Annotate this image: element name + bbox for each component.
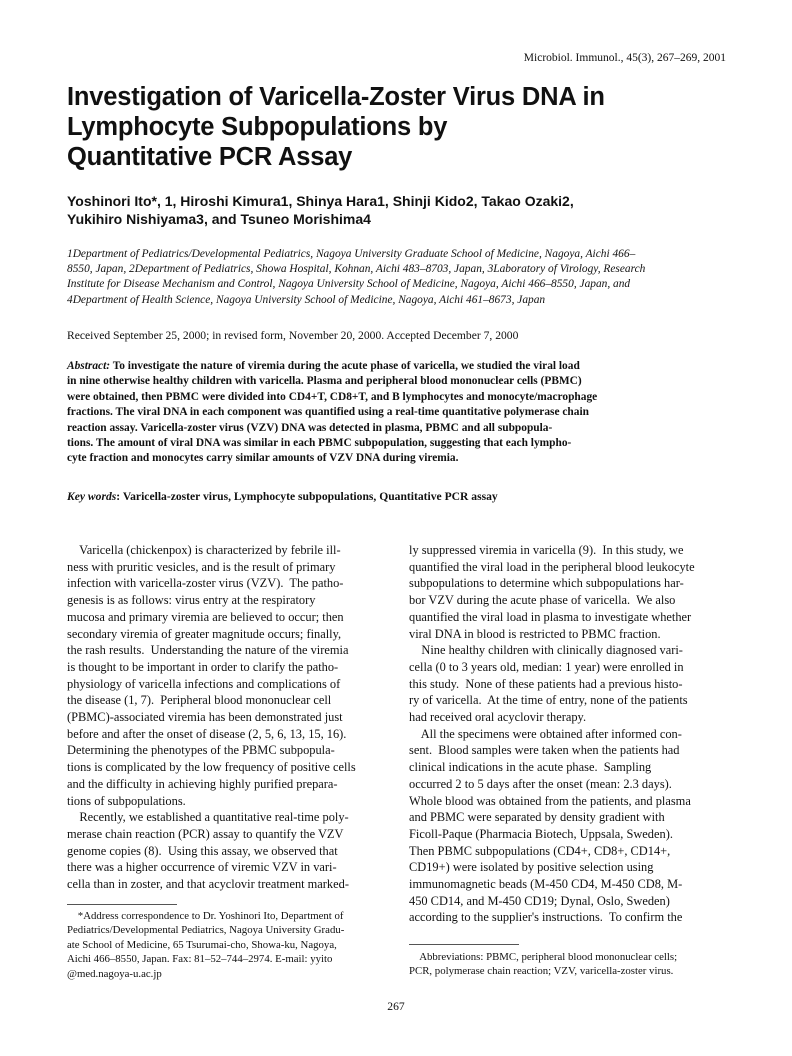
keywords-label: Key words (67, 490, 117, 503)
body-text-line: is thought to be important in order to clarify the patho- (67, 659, 339, 674)
correspondence-footnote (67, 909, 387, 981)
footnote-line: Aichi 466–8550, Japan. Fax: 81–52–744–2974. E-mail: yyito (67, 953, 333, 966)
article-title (67, 82, 717, 172)
author-list (67, 192, 727, 228)
body-text-line: there was a higher occurrence of viremic VZV in vari- (67, 860, 337, 875)
body-text-line: and PBMC were separated by density gradient with (409, 810, 665, 825)
footnote-line: ate School of Medicine, 65 Tsurumai-cho, Showa-ku, Nagoya, (67, 938, 337, 951)
body-text-line: ly suppressed viremia in varicella (9). In this study, we (409, 543, 684, 557)
body-column-left (67, 542, 389, 893)
abbreviations-footnote (409, 950, 731, 979)
body-text-line: subpopulations to determine which subpopulations har- (409, 576, 684, 591)
body-text-line: ness with pruritic vesicles, and is the result of primary (67, 559, 336, 574)
body-text-line: Whole blood was obtained from the patients, and plasma (409, 793, 691, 808)
affiliation-line: 8550, Japan, 2Department of Pediatrics, Showa Hospital, Kohnan, Aichi 483–8703, Japan, 3Laboratory of Virology, Research (67, 263, 646, 276)
body-text-line: Recently, we established a quantitative real-time poly- (67, 810, 349, 825)
body-text-line: secondary viremia of greater magnitude occurs; finally, (67, 626, 342, 641)
affiliations (67, 247, 727, 308)
body-text-line: bor VZV during the acute phase of varicella. We also (409, 593, 676, 608)
body-text-line: genesis is as follows: virus entry at the respiratory (67, 593, 316, 608)
body-text-line: the disease (1, 7). Peripheral blood mononuclear cell (67, 693, 332, 708)
body-text-line: Ficoll-Paque (Pharmacia Biotech, Uppsala, Sweden). (409, 826, 673, 841)
abstract-text: To investigate the nature of viremia during the acute phase of varicella, we studied the viral load (110, 360, 580, 372)
body-text-line: viral DNA in blood is restricted to PBMC fraction. (409, 626, 661, 641)
body-text-line: and the difficulty in achieving highly purified prepara- (67, 776, 338, 791)
body-column-right (409, 542, 731, 926)
body-text-line: immunomagnetic beads (M-450 CD4, M-450 CD8, M- (409, 877, 683, 892)
body-text-line: clinical indications in the acute phase. Sampling (409, 760, 652, 775)
abstract-line (67, 359, 731, 374)
body-text-line: tions of subpopulations. (67, 793, 186, 808)
footnote-line: *Address correspondence to Dr. Yoshinori Ito, Department of (67, 910, 344, 922)
journal-reference: Microbiol. Immunol., 45(3), 267–269, 2001 (523, 52, 726, 64)
body-text-line: Then PBMC subpopulations (CD4+, CD8+, CD14+, (409, 843, 671, 858)
abstract-line: in nine otherwise healthy children with varicella. Plasma and peripheral blood mononuclear cells (PBMC) (67, 375, 582, 388)
body-text-line: the rash results. Understanding the nature of the viremia (67, 643, 349, 658)
affiliation-line: Institute for Disease Mechanism and Control, Nagoya University School of Medicine, Nagoya, Aichi 466–8550, Japan, and (67, 278, 631, 291)
affiliation-line: 4Department of Health Science, Nagoya University School of Medicine, Nagoya, Aichi 461–8673, Japan (67, 293, 546, 306)
body-text-line: genome copies (8). Using this assay, we observed that (67, 843, 338, 858)
body-text-line: according to the supplier's instructions. To confirm the (409, 910, 683, 925)
body-text-line: All the specimens were obtained after informed con- (409, 726, 682, 741)
title-line: Investigation of Varicella-Zoster Virus DNA in (67, 83, 605, 111)
abstract-label: Abstract: (67, 360, 111, 372)
body-text-line: tions is complicated by the low frequency of positive cells (67, 760, 356, 775)
title-line: Quantitative PCR Assay (67, 143, 353, 171)
body-text-line: quantified the viral load in the peripheral blood leukocyte (409, 559, 695, 574)
body-text-line: 450 CD14, and M-450 CD19; Dynal, Oslo, Sweden) (409, 893, 670, 908)
abstract-line: reaction assay. Varicella-zoster virus (VZV) DNA was detected in plasma, PBMC and all subpopula- (67, 421, 553, 434)
body-text-line: physiology of varicella infections and complications of (67, 676, 341, 691)
footnote-line: Pediatrics/Developmental Pediatrics, Nagoya University Gradu- (67, 924, 345, 937)
keywords-text: : Varicella-zoster virus, Lymphocyte subpopulations, Quantitative PCR assay (116, 490, 498, 503)
footnote-line: Abbreviations: PBMC, peripheral blood mononuclear cells; (409, 951, 678, 963)
received-dates: Received September 25, 2000; in revised form, November 20, 2000. Accepted December 7, 2000 (67, 329, 519, 342)
footnote-divider (409, 944, 519, 945)
body-text-line: quantified the viral load in plasma to investigate whether (409, 609, 692, 624)
abstract (67, 359, 731, 467)
body-text-line: (PBMC)-associated viremia has been demonstrated just (67, 710, 343, 725)
abstract-line: tions. The amount of viral DNA was similar in each PBMC subpopulation, suggesting that each lympho- (67, 437, 572, 450)
footnote-line: @med.nagoya-u.ac.jp (67, 967, 162, 980)
body-text-line: mucosa and primary viremia are believed to occur; then (67, 609, 344, 624)
body-text-line: ry of varicella. At the time of entry, none of the patients (409, 693, 688, 708)
body-text-line: this study. None of these patients had a previous histo- (409, 676, 683, 691)
footnote-divider (67, 904, 177, 905)
body-text-line: cella (0 to 3 years old, median: 1 year) were enrolled in (409, 659, 684, 674)
abstract-line: fractions. The viral DNA in each component was quantified using a real-time quantitative polymerase chain (67, 406, 589, 419)
keywords (67, 490, 498, 503)
author-line: Yukihiro Nishiyama3, and Tsuneo Morishima4 (67, 211, 371, 227)
body-text-line: cella than in zoster, and that acyclovir treatment marked- (67, 877, 349, 892)
title-line: Lymphocyte Subpopulations by (67, 113, 448, 141)
footnote-line: PCR, polymerase chain reaction; VZV, varicella-zoster virus. (409, 965, 674, 978)
body-text-line: infection with varicella-zoster virus (VZV). The patho- (67, 576, 344, 591)
body-text-line: had received oral acyclovir therapy. (409, 710, 587, 725)
abstract-line: cyte fraction and monocytes carry similar amounts of VZV DNA during viremia. (67, 452, 459, 465)
body-text-line: sent. Blood samples were taken when the patients had (409, 743, 680, 758)
affiliation-line: 1Department of Pediatrics/Developmental Pediatrics, Nagoya University Graduate School of Medicine, Nagoya, Aichi 466– (67, 248, 636, 260)
body-text-line: Nine healthy children with clinically diagnosed vari- (409, 643, 683, 658)
author-line: Yoshinori Ito*, 1, Hiroshi Kimura1, Shinya Hara1, Shinji Kido2, Takao Ozaki2, (67, 193, 574, 209)
body-text-line: before and after the onset of disease (2, 5, 6, 13, 15, 16). (67, 726, 347, 741)
body-text-line: Determining the phenotypes of the PBMC subpopula- (67, 743, 335, 758)
abstract-line: were obtained, then PBMC were divided into CD4+T, CD8+T, and B lymphocytes and monocyte/macrophage (67, 390, 598, 403)
body-text-line: CD19+) were isolated by positive selection using (409, 860, 654, 875)
body-text-line: occurred 2 to 5 days after the onset (mean: 2.3 days). (409, 776, 672, 791)
page-number: 267 (387, 1000, 405, 1013)
body-text-line: Varicella (chickenpox) is characterized by febrile ill- (67, 543, 341, 557)
body-text-line: merase chain reaction (PCR) assay to quantify the VZV (67, 826, 344, 841)
